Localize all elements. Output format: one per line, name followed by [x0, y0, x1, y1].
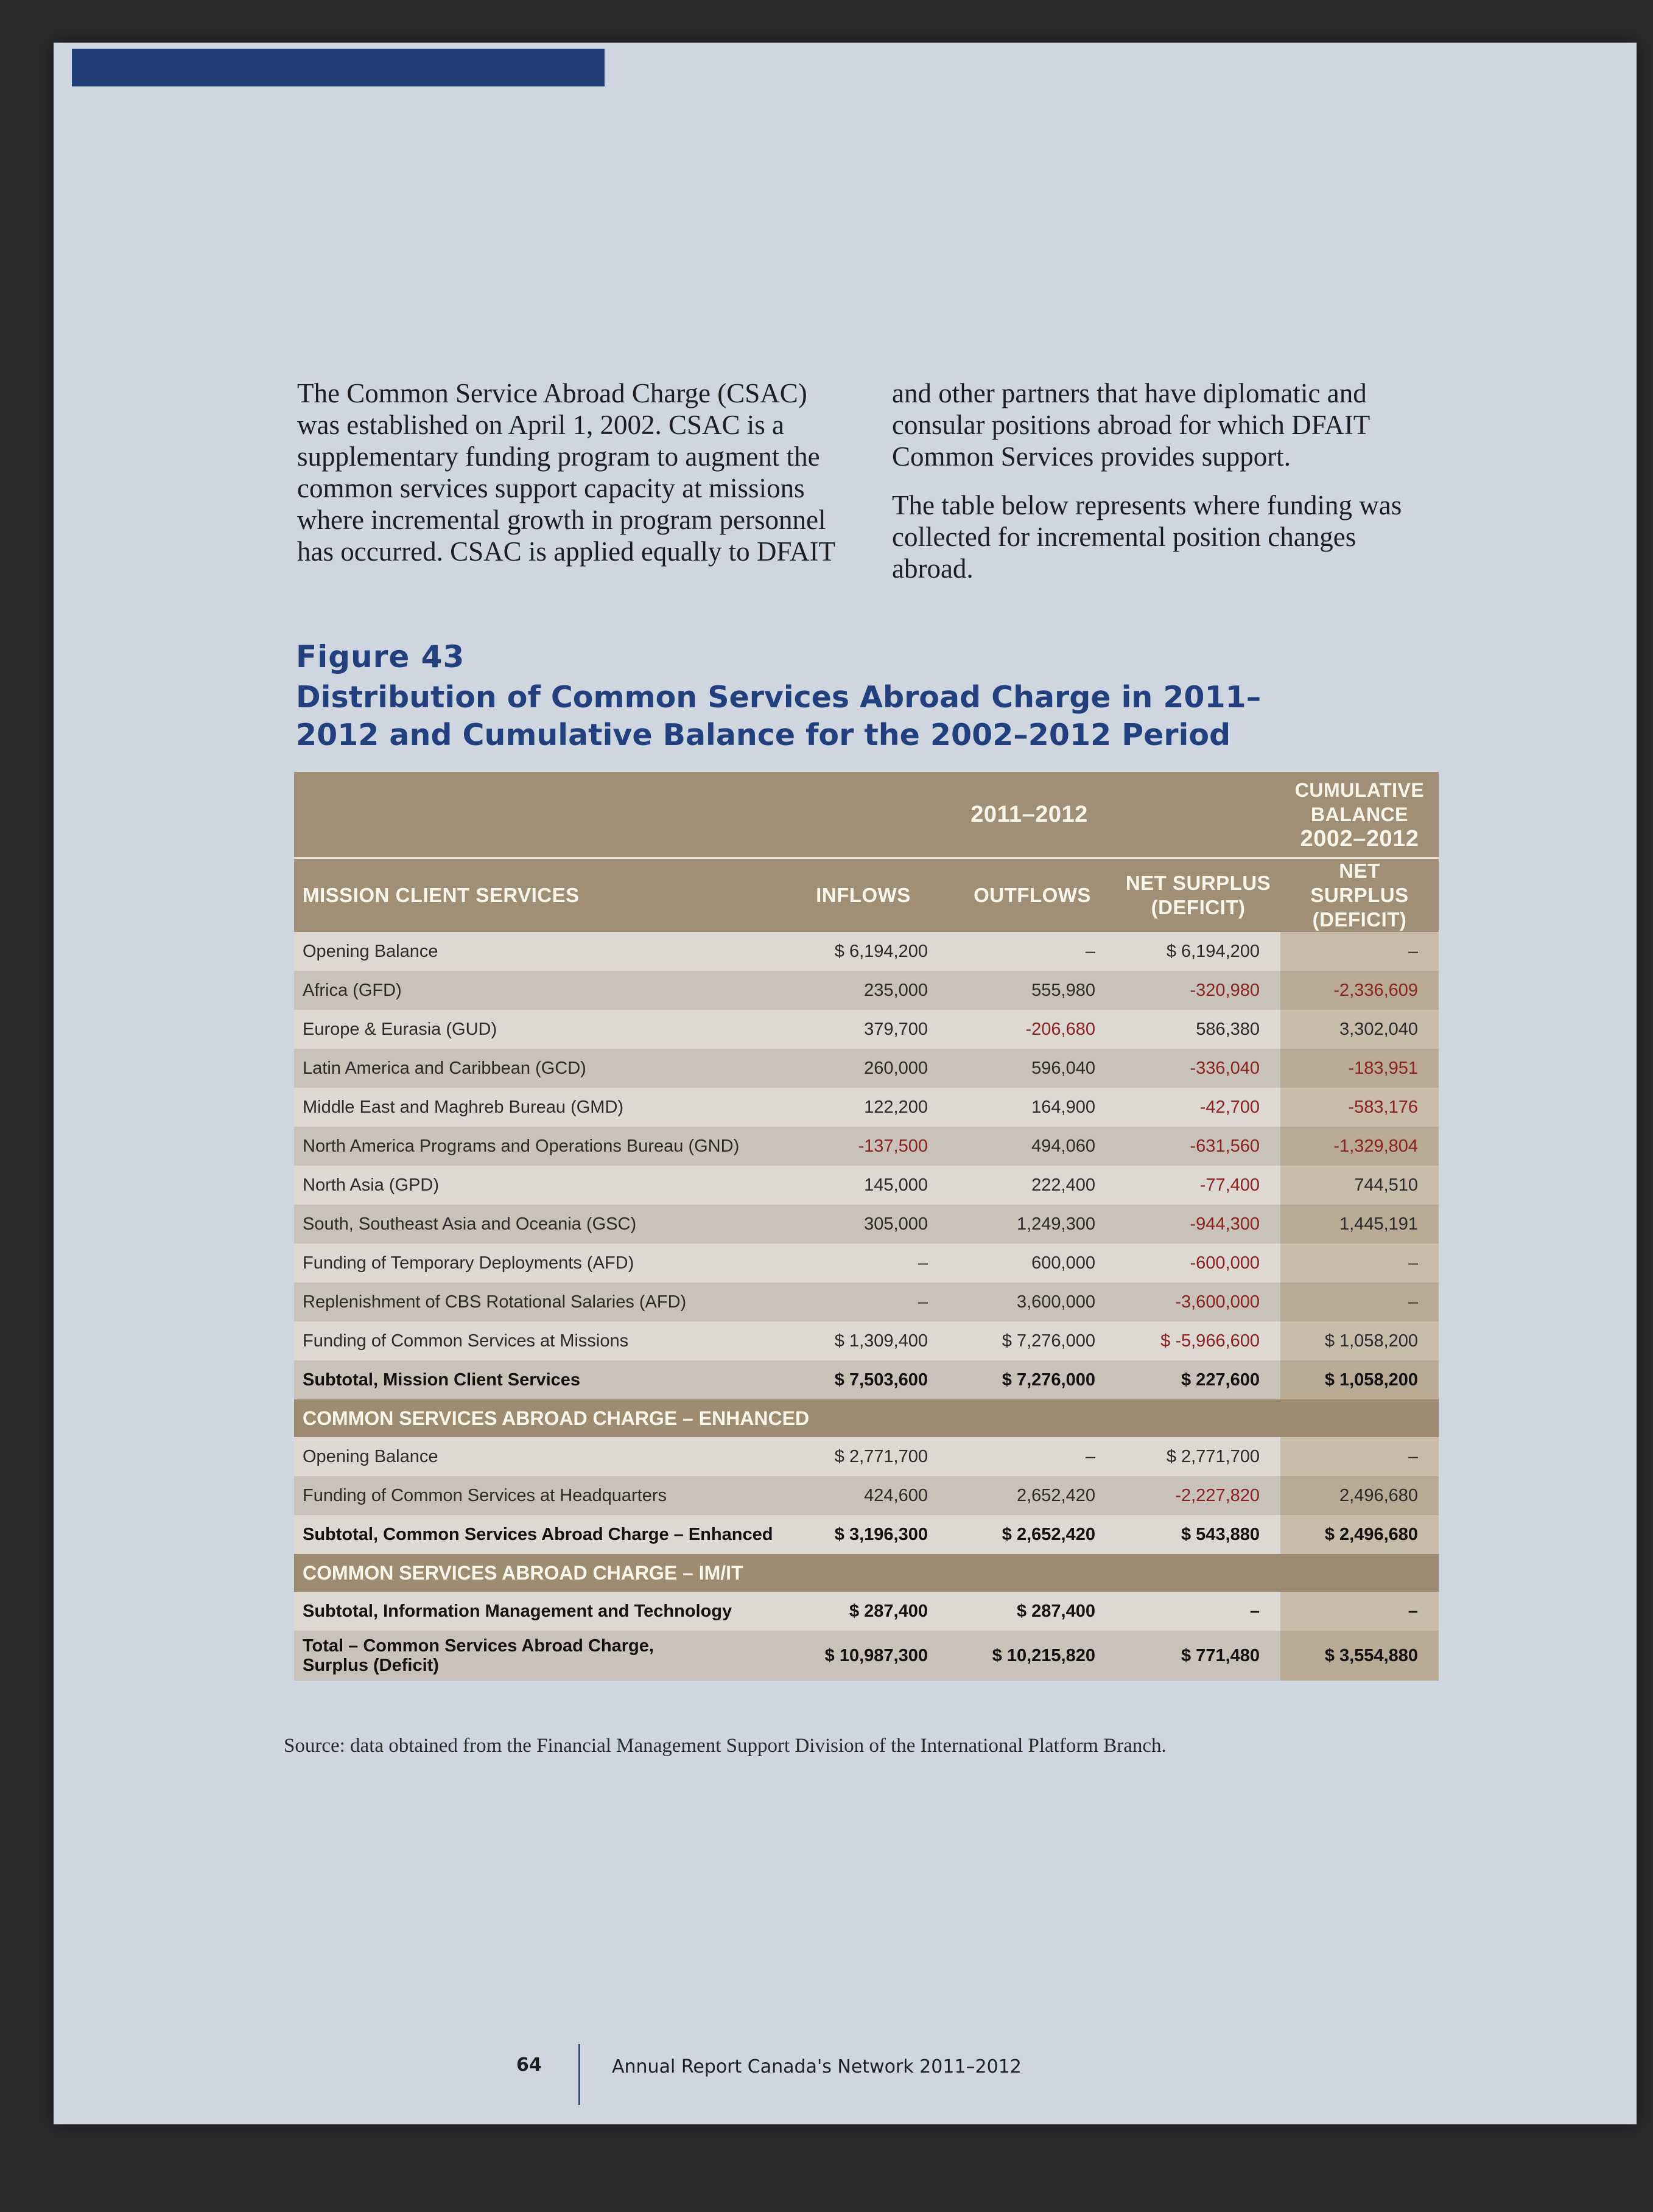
cell-outflows: – — [949, 932, 1116, 971]
cell-name: Middle East and Maghreb Bureau (GMD) — [294, 1088, 778, 1127]
table-row — [294, 971, 1439, 1010]
table-row — [294, 1515, 1439, 1554]
cell-name: North Asia (GPD) — [294, 1166, 778, 1205]
total-label-line2: Surplus (Deficit) — [303, 1656, 439, 1675]
cell-inflows: $ 10,987,300 — [778, 1631, 949, 1681]
table-row — [294, 1244, 1439, 1283]
cell-outflows: 494,060 — [949, 1127, 1116, 1166]
cell-cumulative: $ 2,496,680 — [1280, 1515, 1439, 1554]
cell-cumulative: -183,951 — [1280, 1049, 1439, 1088]
table-row — [294, 1592, 1439, 1631]
table-row — [294, 1166, 1439, 1205]
cell-name: Subtotal, Information Management and Technology — [294, 1592, 778, 1631]
column-header-net: NET SURPLUS (DEFICIT) — [1116, 858, 1280, 933]
cell-net: $ -5,966,600 — [1116, 1321, 1280, 1360]
cell-net: $ 2,771,700 — [1116, 1437, 1280, 1476]
cell-cumulative: -583,176 — [1280, 1088, 1439, 1127]
cell-cumulative: – — [1280, 932, 1439, 971]
cell-net: -2,227,820 — [1116, 1476, 1280, 1515]
section-header-row — [294, 1554, 1439, 1592]
cell-net: -3,600,000 — [1116, 1283, 1280, 1321]
cell-net: – — [1116, 1592, 1280, 1631]
cell-inflows: $ 2,771,700 — [778, 1437, 949, 1476]
cell-name: Funding of Temporary Deployments (AFD) — [294, 1244, 778, 1283]
cell-cumulative: – — [1280, 1244, 1439, 1283]
cell-net: -631,560 — [1116, 1127, 1280, 1166]
cell-inflows: $ 3,196,300 — [778, 1515, 949, 1554]
cell-inflows: 424,600 — [778, 1476, 949, 1515]
cell-net: $ 771,480 — [1116, 1631, 1280, 1681]
cell-name: Subtotal, Common Services Abroad Charge – Enhanced — [294, 1515, 778, 1554]
cell-inflows: – — [778, 1283, 949, 1321]
cell-outflows: $ 7,276,000 — [949, 1360, 1116, 1399]
column-header-inflows: INFLOWS — [778, 858, 949, 933]
cell-cumulative: 1,445,191 — [1280, 1205, 1439, 1244]
table-row — [294, 1205, 1439, 1244]
cell-name: Opening Balance — [294, 1437, 778, 1476]
header-blank — [294, 772, 778, 858]
cell-inflows: 260,000 — [778, 1049, 949, 1088]
cell-outflows: $ 7,276,000 — [949, 1321, 1116, 1360]
section-header: COMMON SERVICES ABROAD CHARGE – IM/IT — [294, 1554, 1439, 1592]
section-header-row — [294, 1399, 1439, 1437]
cell-name: Opening Balance — [294, 932, 778, 971]
cell-name: Africa (GFD) — [294, 971, 778, 1010]
figure-label: Figure 43 — [296, 639, 465, 674]
table-row — [294, 1283, 1439, 1321]
source-note: Source: data obtained from the Financial Management Support Division of the International Platform Branch. — [284, 1735, 1167, 1757]
cell-outflows: 2,652,420 — [949, 1476, 1116, 1515]
cumulative-header-title: CUMULATIVE BALANCE — [1294, 779, 1425, 825]
cell-inflows: $ 6,194,200 — [778, 932, 949, 971]
cell-outflows: 164,900 — [949, 1088, 1116, 1127]
cell-net: $ 227,600 — [1116, 1360, 1280, 1399]
section-header: COMMON SERVICES ABROAD CHARGE – ENHANCED — [294, 1399, 1439, 1437]
cell-inflows: -137,500 — [778, 1127, 949, 1166]
cell-cumulative: 744,510 — [1280, 1166, 1439, 1205]
csac-table — [294, 772, 1439, 1681]
cell-name — [294, 1631, 778, 1681]
column-header-outflows: OUTFLOWS — [949, 858, 1116, 933]
figure-title: Distribution of Common Services Abroad Charge in 2011–2012 and Cumulative Balance for the 2002–2012 Period — [296, 680, 1262, 752]
cell-net: -77,400 — [1116, 1166, 1280, 1205]
cell-cumulative: – — [1280, 1592, 1439, 1631]
intro-right-column — [892, 377, 1443, 601]
page-number: 64 — [516, 2054, 542, 2076]
cell-inflows: 235,000 — [778, 971, 949, 1010]
cell-net: $ 543,880 — [1116, 1515, 1280, 1554]
cell-outflows: 1,249,300 — [949, 1205, 1116, 1244]
cell-net: $ 6,194,200 — [1116, 932, 1280, 971]
cell-cumulative: $ 3,554,880 — [1280, 1631, 1439, 1681]
cell-inflows: $ 7,503,600 — [778, 1360, 949, 1399]
cell-net: -944,300 — [1116, 1205, 1280, 1244]
footer-divider — [578, 2044, 580, 2105]
cell-outflows: $ 10,215,820 — [949, 1631, 1116, 1681]
column-header-name: MISSION CLIENT SERVICES — [294, 858, 778, 933]
intro-paragraph: The Common Service Abroad Charge (CSAC) was established on April 1, 2002. CSAC is a supplementary funding program to augment the common services support capacity at missions where incremental growth in program personnel has occurred. CSAC is applied equally to DFAIT — [297, 378, 836, 567]
cell-cumulative: 2,496,680 — [1280, 1476, 1439, 1515]
cell-name: Replenishment of CBS Rotational Salaries (AFD) — [294, 1283, 778, 1321]
cell-name: Funding of Common Services at Missions — [294, 1321, 778, 1360]
intro-paragraph: and other partners that have diplomatic and consular positions abroad for which DFAIT Common Services provides support. — [892, 378, 1370, 472]
table-row — [294, 1088, 1439, 1127]
cell-outflows: 600,000 — [949, 1244, 1116, 1283]
cell-name: Europe & Eurasia (GUD) — [294, 1010, 778, 1049]
table-row — [294, 1010, 1439, 1049]
cell-outflows: 222,400 — [949, 1166, 1116, 1205]
cell-name: North America Programs and Operations Bureau (GND) — [294, 1127, 778, 1166]
cell-cumulative: -1,329,804 — [1280, 1127, 1439, 1166]
cell-net: -336,040 — [1116, 1049, 1280, 1088]
table-row — [294, 1437, 1439, 1476]
cell-outflows: 596,040 — [949, 1049, 1116, 1088]
cell-outflows: $ 2,652,420 — [949, 1515, 1116, 1554]
cell-inflows: – — [778, 1244, 949, 1283]
cell-inflows: $ 287,400 — [778, 1592, 949, 1631]
table-row — [294, 1360, 1439, 1399]
intro-left-column — [297, 377, 848, 584]
cell-net: -42,700 — [1116, 1088, 1280, 1127]
cell-cumulative: $ 1,058,200 — [1280, 1360, 1439, 1399]
cell-cumulative: $ 1,058,200 — [1280, 1321, 1439, 1360]
cell-name: Subtotal, Mission Client Services — [294, 1360, 778, 1399]
cell-outflows: $ 287,400 — [949, 1592, 1116, 1631]
table-row — [294, 1321, 1439, 1360]
cell-name: South, Southeast Asia and Oceania (GSC) — [294, 1205, 778, 1244]
cell-inflows: 122,200 — [778, 1088, 949, 1127]
intro-paragraph: The table below represents where funding was collected for incremental position changes abroad. — [892, 490, 1402, 584]
cell-inflows: 305,000 — [778, 1205, 949, 1244]
footer-title: Annual Report Canada's Network 2011–2012 — [612, 2056, 1022, 2077]
cell-name: Funding of Common Services at Headquarters — [294, 1476, 778, 1515]
cell-net: -320,980 — [1116, 971, 1280, 1010]
cell-cumulative: -2,336,609 — [1280, 971, 1439, 1010]
period-header: 2011–2012 — [778, 772, 1280, 858]
cell-outflows: -206,680 — [949, 1010, 1116, 1049]
total-row — [294, 1631, 1439, 1681]
cell-outflows: 555,980 — [949, 971, 1116, 1010]
column-header-cumulative-net: NET SURPLUS (DEFICIT) — [1280, 858, 1439, 933]
cell-inflows: 145,000 — [778, 1166, 949, 1205]
cell-inflows: $ 1,309,400 — [778, 1321, 949, 1360]
table-row — [294, 1476, 1439, 1515]
cumulative-header-period: 2002–2012 — [1300, 825, 1419, 852]
cell-outflows: 3,600,000 — [949, 1283, 1116, 1321]
cell-cumulative: – — [1280, 1283, 1439, 1321]
cumulative-header — [1280, 772, 1439, 858]
cell-outflows: – — [949, 1437, 1116, 1476]
cell-inflows: 379,700 — [778, 1010, 949, 1049]
total-label-line1: Total – Common Services Abroad Charge, — [303, 1636, 654, 1656]
cell-net: -600,000 — [1116, 1244, 1280, 1283]
cell-net: 586,380 — [1116, 1010, 1280, 1049]
table-row — [294, 932, 1439, 971]
cell-cumulative: 3,302,040 — [1280, 1010, 1439, 1049]
table-row — [294, 1127, 1439, 1166]
cell-cumulative: – — [1280, 1437, 1439, 1476]
header-accent-bar — [72, 49, 605, 86]
table-row — [294, 1049, 1439, 1088]
cell-name: Latin America and Caribbean (GCD) — [294, 1049, 778, 1088]
